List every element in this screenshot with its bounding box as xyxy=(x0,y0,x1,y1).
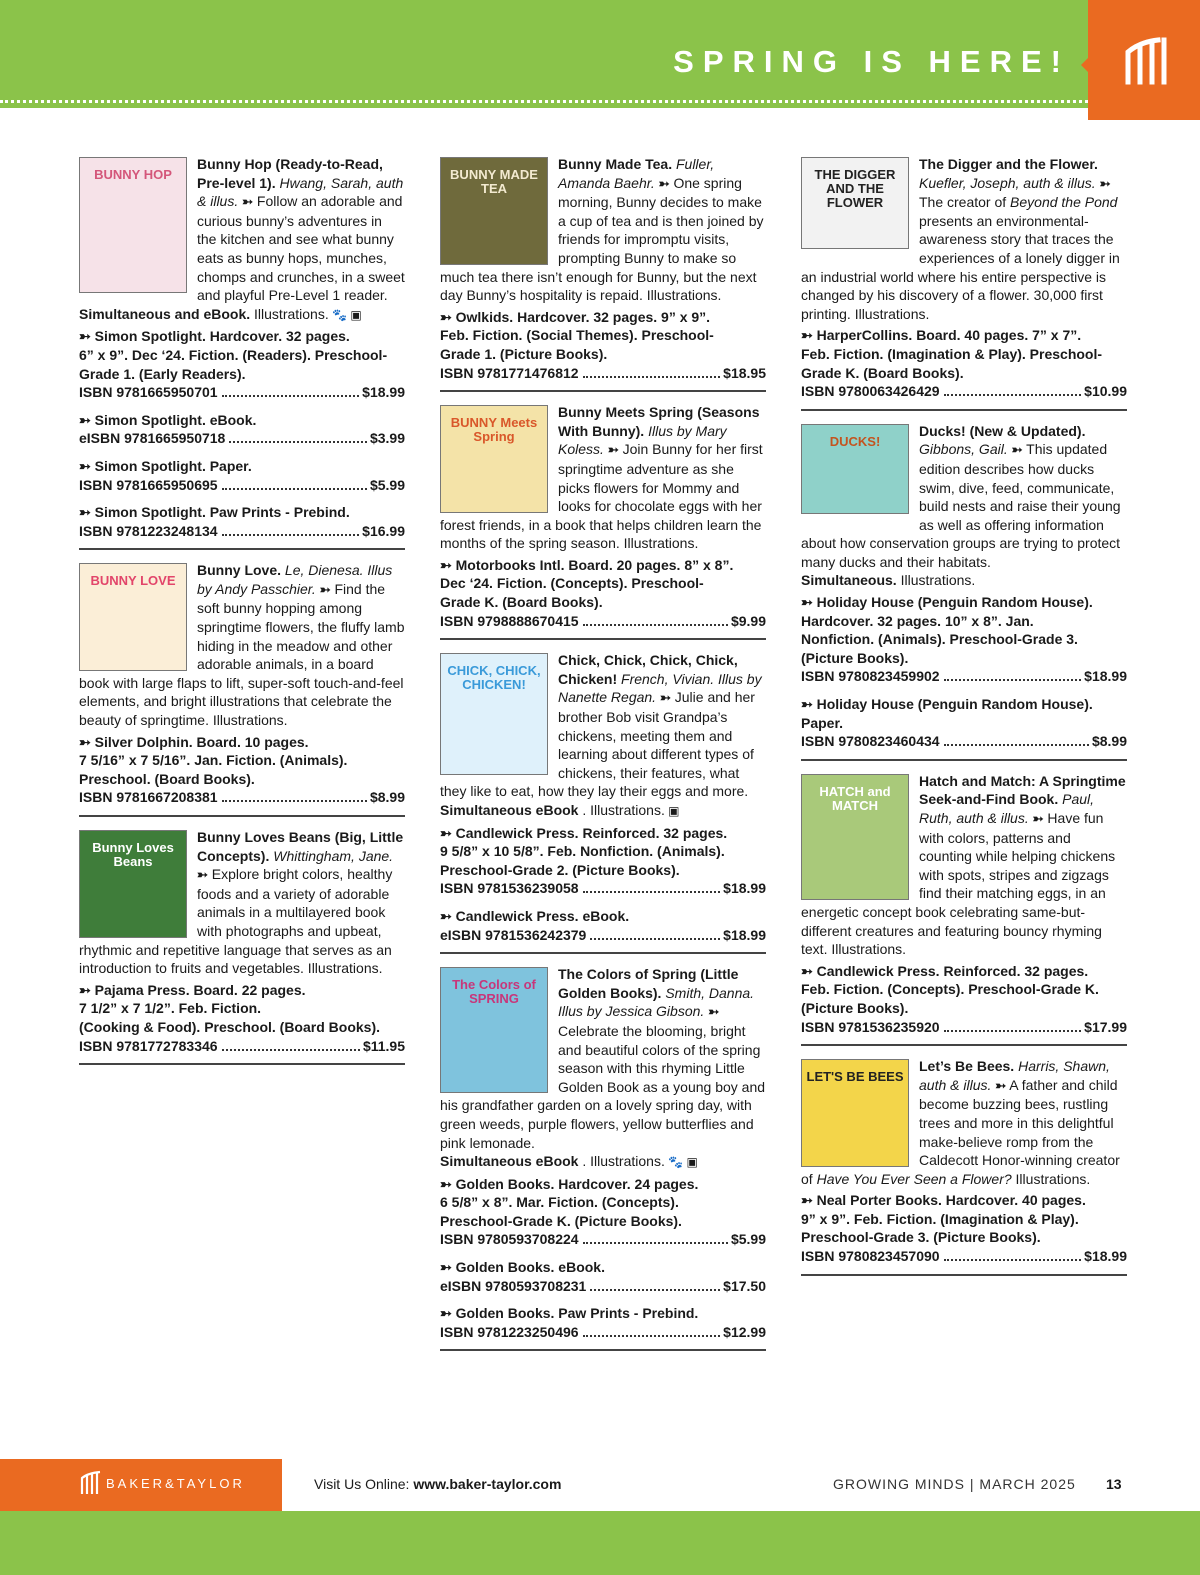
book-cover-title: BUNNY MADE TEA xyxy=(450,167,538,196)
book-summary: Find the soft bunny hopping among springtime flowers, the fluffy lamb hiding in the meadow and other adorable animals, in a board book with large flaps to lift, super-soft touch-and-feel elements, and bright illustrations that celebrate the beauty of springtime. Illustrations. xyxy=(79,580,405,729)
format-line: ➳ Holiday House (Penguin Random House). xyxy=(801,594,1093,611)
book-cover-title: DUCKS! xyxy=(829,433,881,449)
book-cover xyxy=(440,157,548,265)
isbn: ISBN 9781536239058 xyxy=(440,880,579,897)
isbn-row xyxy=(79,788,405,807)
price: $18.95 xyxy=(723,364,766,381)
book-author: Hwang, Sarah, auth & illus. xyxy=(197,174,404,210)
book-author: French, Vivian. Illus by Nanette Regan. xyxy=(558,670,762,706)
isbn-row xyxy=(440,1277,766,1296)
footer-publication: GROWING MINDS | MARCH 2025 xyxy=(833,1476,1076,1492)
book-title: Chick, Chick, Chick, Chick, Chicken! xyxy=(558,652,738,687)
format-line: ➳ Simon Spotlight. eBook. xyxy=(79,411,257,428)
isbn-row xyxy=(440,1230,766,1249)
format-line: Grade K. (Board Books). xyxy=(801,364,964,381)
dot-leader xyxy=(944,679,1082,681)
book-summary: Follow an adorable and curious bunny’s adventures in the kitchen and see what bunny eats as bunny hops, munches, chomps and crunches, in a sweet and playful Pre-Level 1 reader. xyxy=(197,193,405,304)
format-line: (Picture Books). xyxy=(801,999,909,1016)
logo-notch xyxy=(1081,58,1088,72)
format-line: ➳ Candlewick Press. Reinforced. 32 pages. xyxy=(801,962,1089,979)
arrow-icon: ➳ xyxy=(708,1004,720,1020)
book-entry xyxy=(440,403,766,640)
format-line: Dec ‘24. Fiction. (Concepts). Preschool- xyxy=(440,575,704,592)
availability-extra: Illustrations. xyxy=(254,305,329,322)
isbn-row xyxy=(79,522,405,541)
format-line: 6 5/8” x 8”. Mar. Fiction. (Concepts). xyxy=(440,1194,679,1211)
book-cover-title: THE DIGGER AND THE FLOWER xyxy=(814,167,896,210)
book-cover-title: BUNNY LOVE xyxy=(90,573,176,589)
book-cover xyxy=(801,774,909,900)
arrow-icon: ➳ xyxy=(242,194,254,210)
book-description xyxy=(440,403,766,553)
format-line: Feb. Fiction. (Concepts). Preschool-Grade K. xyxy=(801,981,1099,998)
format-line: Grade K. (Board Books). xyxy=(440,594,603,611)
format-line: Preschool-Grade 3. (Picture Books). xyxy=(801,1229,1041,1246)
page-number: 13 xyxy=(1106,1476,1122,1492)
availability-extra: . Illustrations. xyxy=(582,802,665,818)
isbn: ISBN 9780593708224 xyxy=(440,1231,579,1248)
availability-extra: Illustrations. xyxy=(900,572,976,589)
paw-print-icon: 🐾 xyxy=(664,1155,684,1170)
price: $18.99 xyxy=(362,384,405,401)
format-block xyxy=(801,326,1127,400)
isbn-row xyxy=(440,612,766,631)
isbn-row xyxy=(79,1037,405,1056)
availability-note: Simultaneous and eBook. xyxy=(79,305,251,322)
format-line: 6” x 9”. Dec ‘24. Fiction. (Readers). Preschool- xyxy=(79,346,388,363)
book-cover xyxy=(79,157,187,293)
book-description xyxy=(79,561,405,729)
isbn-row xyxy=(440,364,766,383)
isbn: ISBN 9780823460434 xyxy=(801,733,940,750)
book-description xyxy=(801,422,1127,590)
book-cover xyxy=(79,563,187,671)
dot-leader xyxy=(222,800,367,802)
arrow-icon: ➳ xyxy=(659,690,671,706)
dot-leader xyxy=(583,1335,721,1337)
price: $16.99 xyxy=(362,522,405,539)
footer-website-link[interactable]: www.baker-taylor.com xyxy=(413,1476,562,1492)
format-line: Grade 1. (Early Readers). xyxy=(79,365,246,382)
book-cover xyxy=(79,830,187,938)
format-line: Preschool-Grade K. (Picture Books). xyxy=(440,1212,682,1229)
column-middle xyxy=(440,155,766,1362)
book-entry xyxy=(801,422,1127,761)
book-cover xyxy=(440,967,548,1093)
dot-leader xyxy=(583,891,721,893)
isbn: eISBN 9781665950718 xyxy=(79,430,226,447)
book-entry xyxy=(79,828,405,1065)
book-description xyxy=(440,651,766,820)
dot-leader xyxy=(583,1242,728,1244)
format-line: ➳ Golden Books. Hardcover. 24 pages. xyxy=(440,1175,699,1192)
book-entry xyxy=(801,772,1127,1046)
isbn-row xyxy=(440,879,766,898)
format-line: Preschool-Grade 2. (Picture Books). xyxy=(440,861,680,878)
format-block xyxy=(79,733,405,807)
footer-visit xyxy=(314,1476,561,1492)
book-title: Bunny Hop (Ready-to-Read, Pre-level 1). xyxy=(197,156,383,191)
price: $18.99 xyxy=(723,926,766,943)
price: $5.99 xyxy=(730,1231,766,1248)
book-author: Paul, Ruth, auth & illus. xyxy=(919,791,1095,826)
format-line: (Cooking & Food). Preschool. (Board Books). xyxy=(79,1018,380,1035)
isbn: ISBN 9781223250496 xyxy=(440,1323,579,1340)
format-line: ➳ Holiday House (Penguin Random House). xyxy=(801,696,1093,713)
format-block xyxy=(79,981,405,1055)
isbn: eISBN 9781536242379 xyxy=(440,926,587,943)
book-summary: Julie and her brother Bob visit Grandpa’s chickens, meeting them and learning about different types of chickens, their features, what they like to eat, how they lay their eggs and more. xyxy=(440,689,755,800)
book-cover xyxy=(801,424,909,514)
format-block xyxy=(440,907,766,944)
format-line: 9” x 9”. Feb. Fiction. (Imagination & Play). xyxy=(801,1210,1079,1227)
format-line: ➳ Simon Spotlight. Paw Prints - Prebind. xyxy=(79,504,350,521)
baker-taylor-logo xyxy=(1088,0,1200,120)
book-summary: This updated edition describes how ducks swim, dive, feed, communicate, build nests and raise their young as well as offering information about how conservation groups are trying to protect many ducks and their habitats. xyxy=(801,441,1121,570)
format-block xyxy=(440,1258,766,1295)
book-cover xyxy=(440,653,548,775)
book-description xyxy=(440,965,766,1172)
book-author: Smith, Danna. Illus by Jessica Gibson. xyxy=(558,984,755,1020)
dot-leader xyxy=(944,394,1082,396)
book-author: Whittingham, Jane. xyxy=(273,847,394,864)
book-description xyxy=(440,155,766,305)
book-title: Bunny Loves Beans (Big, Little Concepts). xyxy=(197,829,404,864)
footer-visit-label: Visit Us Online: xyxy=(314,1476,410,1492)
format-line: ➳ Silver Dolphin. Board. 10 pages. xyxy=(79,733,309,750)
book-entry xyxy=(440,155,766,392)
bottom-band xyxy=(0,1511,1200,1575)
price: $3.99 xyxy=(369,430,405,447)
format-block xyxy=(79,411,405,448)
book-cover xyxy=(801,1059,909,1167)
isbn: eISBN 9780593708231 xyxy=(440,1277,587,1294)
price: $8.99 xyxy=(369,789,405,806)
arrow-icon: ➳ xyxy=(197,867,208,883)
book-summary: One spring morning, Bunny decides to make a cup of tea and is then joined by friends for impromptu visits, prompting Bunny to make so much tea there isn’t enough for Bunny, but the next day Bunny’s hospitality is repaid. Illustrations. xyxy=(440,174,764,304)
book-cover-title: CHICK, CHICK, CHICKEN! xyxy=(447,663,541,693)
dot-leader xyxy=(229,441,367,443)
book-author: Le, Dienesa. Illus by Andy Passchier. xyxy=(197,562,393,597)
format-line: Feb. Fiction. (Social Themes). Preschool- xyxy=(440,327,714,344)
isbn-row xyxy=(801,667,1127,686)
format-block xyxy=(801,1191,1127,1265)
isbn-row xyxy=(440,1323,766,1342)
price: $18.99 xyxy=(1084,1248,1127,1265)
isbn-row xyxy=(79,429,405,448)
format-line: ➳ Simon Spotlight. Hardcover. 32 pages. xyxy=(79,328,350,345)
dot-leader xyxy=(944,744,1089,746)
referenced-title: Have You Ever Seen a Flower? xyxy=(816,1170,1012,1187)
format-block xyxy=(440,556,766,630)
format-block xyxy=(440,824,766,898)
format-line: Paper. xyxy=(801,714,844,731)
book-cover-title: LET'S BE BEES xyxy=(806,1069,904,1085)
isbn-row xyxy=(79,383,405,402)
book-title: The Digger and the Flower. xyxy=(919,156,1098,172)
dot-leader xyxy=(944,1030,1082,1032)
isbn: ISBN 9798888670415 xyxy=(440,612,579,629)
book-cover-title: BUNNY Meets Spring xyxy=(450,415,538,445)
price: $5.99 xyxy=(369,476,405,493)
format-block xyxy=(801,962,1127,1036)
baker-taylor-logo-icon xyxy=(1088,0,1200,120)
isbn: ISBN 9780823457090 xyxy=(801,1248,940,1265)
format-line: ➳ Pajama Press. Board. 22 pages. xyxy=(79,981,306,998)
format-block xyxy=(440,308,766,382)
format-line: 7 1/2” x 7 1/2”. Feb. Fiction. xyxy=(79,1000,262,1017)
format-line: ➳ HarperCollins. Board. 40 pages. 7” x 7”. xyxy=(801,327,1082,344)
isbn: ISBN 9781665950701 xyxy=(79,384,218,401)
book-cover-title: The Colors of SPRING xyxy=(452,977,536,1007)
arrow-icon: ➳ xyxy=(607,442,619,458)
book-entry xyxy=(801,155,1127,411)
ebook-icon: ▣ xyxy=(347,307,362,322)
baker-taylor-footer-icon xyxy=(80,1470,102,1496)
ebook-icon: ▣ xyxy=(683,1155,698,1170)
format-line: ➳ Candlewick Press. eBook. xyxy=(440,907,630,924)
availability-note: Simultaneous eBook xyxy=(440,802,579,818)
format-line: (Picture Books). xyxy=(801,649,909,666)
format-line: Grade 1. (Picture Books). xyxy=(440,345,608,362)
dot-leader xyxy=(590,938,720,940)
book-author: Kuefler, Joseph, auth & illus. xyxy=(919,174,1096,191)
format-line: Hardcover. 32 pages. 10” x 8”. Jan. xyxy=(801,612,1034,629)
format-line: 7 5/16” x 7 5/16”. Jan. Fiction. (Animals). xyxy=(79,752,348,769)
book-description xyxy=(801,772,1127,959)
book-title: Bunny Love. xyxy=(197,562,282,579)
isbn-row xyxy=(801,1018,1127,1037)
isbn: ISBN 9781536235920 xyxy=(801,1018,940,1035)
isbn: ISBN 9781667208381 xyxy=(79,789,218,806)
isbn: ISBN 9781772783346 xyxy=(79,1037,218,1054)
arrow-icon: ➳ xyxy=(1032,811,1044,826)
book-title: Let’s Be Bees. xyxy=(919,1058,1015,1075)
book-entry xyxy=(440,965,766,1351)
book-title: Bunny Meets Spring (Seasons With Bunny). xyxy=(558,404,760,439)
book-entry xyxy=(440,651,766,954)
format-line: ➳ Owlkids. Hardcover. 32 pages. 9” x 9”. xyxy=(440,308,711,325)
book-entry xyxy=(79,561,405,817)
book-cover-title: BUNNY HOP xyxy=(94,167,172,182)
price: $17.50 xyxy=(723,1277,766,1294)
format-line: 9 5/8” x 10 5/8”. Feb. Nonfiction. (Animals). xyxy=(440,843,725,860)
book-author: Gibbons, Gail. xyxy=(919,441,1008,458)
format-block xyxy=(440,1304,766,1341)
format-line: Preschool. (Board Books). xyxy=(79,770,255,787)
book-description xyxy=(79,155,405,324)
isbn-row xyxy=(440,926,766,945)
dot-leader xyxy=(222,488,367,490)
page-title: SPRING IS HERE! xyxy=(673,44,1070,79)
format-line: ➳ Neal Porter Books. Hardcover. 40 pages. xyxy=(801,1192,1086,1209)
format-line: ➳ Golden Books. Paw Prints - Prebind. xyxy=(440,1305,699,1322)
dot-leader xyxy=(583,376,721,378)
book-author: Fuller, Amanda Baehr. xyxy=(558,156,715,191)
isbn: ISBN 9780823459902 xyxy=(801,668,940,685)
dot-leader xyxy=(583,624,728,626)
format-block xyxy=(79,327,405,401)
book-summary: Illustrations. xyxy=(1015,1170,1091,1187)
dot-leader xyxy=(222,534,360,536)
price: $11.95 xyxy=(362,1037,405,1054)
book-cover xyxy=(801,157,909,249)
isbn-row xyxy=(801,382,1127,401)
dot-leader xyxy=(944,1259,1082,1261)
isbn-row xyxy=(801,732,1127,751)
arrow-icon: ➳ xyxy=(995,1077,1007,1093)
arrow-icon: ➳ xyxy=(658,175,670,191)
isbn-row xyxy=(79,476,405,495)
book-summary: Explore bright colors, healthy foods and a variety of adorable animals in a multilayered book with photographs and upbeat, rhythmic and repetitive language that serves as an introduction to fruits and vegetables. Illustrations. xyxy=(79,866,393,977)
dot-leader xyxy=(590,1289,720,1291)
book-summary: Have fun with colors, patterns and counting while helping chickens with spots, stripes and zigzags find their matching eggs, in an energetic concept book celebrating same-but-different creatures and featuring bouncy rhyming text. Illustrations. xyxy=(801,810,1116,958)
book-author: Illus by Mary Koless. xyxy=(558,422,727,458)
book-summary: presents an environmental-awareness story that traces the experiences of a lonely digger in an industrial world where his entire perspective is changed by his discovery of a flower. 30,000 first printing. Illustrations. xyxy=(801,212,1120,322)
format-line: Nonfiction. (Animals). Preschool-Grade 3. xyxy=(801,631,1078,648)
format-line: Feb. Fiction. (Imagination & Play). Preschool- xyxy=(801,345,1103,362)
arrow-icon: ➳ xyxy=(1011,442,1023,458)
availability-note: Simultaneous. xyxy=(801,572,897,589)
format-block xyxy=(801,593,1127,686)
isbn: ISBN 9781665950695 xyxy=(79,476,218,493)
book-description xyxy=(79,828,405,978)
price: $18.99 xyxy=(1084,668,1127,685)
book-title: The Colors of Spring (Little Golden Books). xyxy=(558,966,739,1001)
column-left xyxy=(79,155,405,1076)
book-entry xyxy=(79,155,405,550)
dot-leader xyxy=(222,395,360,397)
ebook-icon: ▣ xyxy=(664,804,680,818)
book-description xyxy=(801,155,1127,323)
book-summary: Celebrate the blooming, bright and beautiful colors of the spring season with this rhyming Little Golden Book as a young boy and his grandfather garden on a lovely spring day, with green weeds, purple flowers, yellow butterflies and pink lemonade. xyxy=(440,1022,766,1151)
format-line: ➳ Simon Spotlight. Paper. xyxy=(79,457,252,474)
format-line: ➳ Golden Books. eBook. xyxy=(440,1259,605,1276)
book-cover-title: HATCH and MATCH xyxy=(819,783,891,813)
book-summary: Join Bunny for her first springtime adventure as she picks flowers for Mommy and looks for chocolate eggs with her forest friends, in a book that helps children learn the months of the spring season. Illustrations. xyxy=(440,441,763,552)
book-entry xyxy=(801,1057,1127,1276)
availability-note: Simultaneous eBook xyxy=(440,1153,579,1170)
price: $17.99 xyxy=(1084,1018,1127,1035)
column-right xyxy=(801,155,1127,1287)
format-block xyxy=(79,503,405,540)
format-line: ➳ Motorbooks Intl. Board. 20 pages. 8” x 8”. xyxy=(440,556,734,573)
book-description xyxy=(801,1057,1127,1188)
format-line: ➳ Candlewick Press. Reinforced. 32 pages. xyxy=(440,824,728,841)
isbn: ISBN 9781771476812 xyxy=(440,364,579,381)
book-cover-title: Bunny Loves Beans xyxy=(92,840,174,869)
price: $8.99 xyxy=(1091,733,1127,750)
referenced-title: Beyond the Pond xyxy=(1010,194,1118,211)
format-block xyxy=(79,457,405,494)
footer-brand-name: BAKER&TAYLOR xyxy=(106,1476,245,1491)
header-dotted-rule xyxy=(0,100,1088,103)
price: $10.99 xyxy=(1084,383,1127,400)
format-block xyxy=(440,1175,766,1249)
book-title: Ducks! (New & Updated). xyxy=(919,422,1086,439)
isbn-row xyxy=(801,1247,1127,1266)
book-title: Hatch and Match: A Springtime Seek-and-Find Book. xyxy=(919,772,1126,808)
book-description-lead: The creator of xyxy=(919,194,1007,211)
availability-extra: . Illustrations. xyxy=(582,1153,665,1170)
book-cover xyxy=(440,405,548,513)
arrow-icon: ➳ xyxy=(1099,175,1111,191)
price: $12.99 xyxy=(723,1323,766,1340)
price: $18.99 xyxy=(723,880,766,897)
arrow-icon: ➳ xyxy=(319,581,331,597)
book-description-lead: A father and child become buzzing bees, rustling trees and more in this delightful make-believe romp from the Caldecott Honor-winning creator of xyxy=(801,1076,1120,1187)
book-title: Bunny Made Tea. xyxy=(558,156,673,172)
paw-print-icon: 🐾 xyxy=(328,307,348,322)
isbn: ISBN 9780063426429 xyxy=(801,383,940,400)
dot-leader xyxy=(222,1049,360,1051)
book-author: Harris, Shawn, auth & illus. xyxy=(919,1058,1110,1093)
isbn: ISBN 9781223248134 xyxy=(79,522,218,539)
format-block xyxy=(801,695,1127,751)
price: $9.99 xyxy=(730,612,766,629)
